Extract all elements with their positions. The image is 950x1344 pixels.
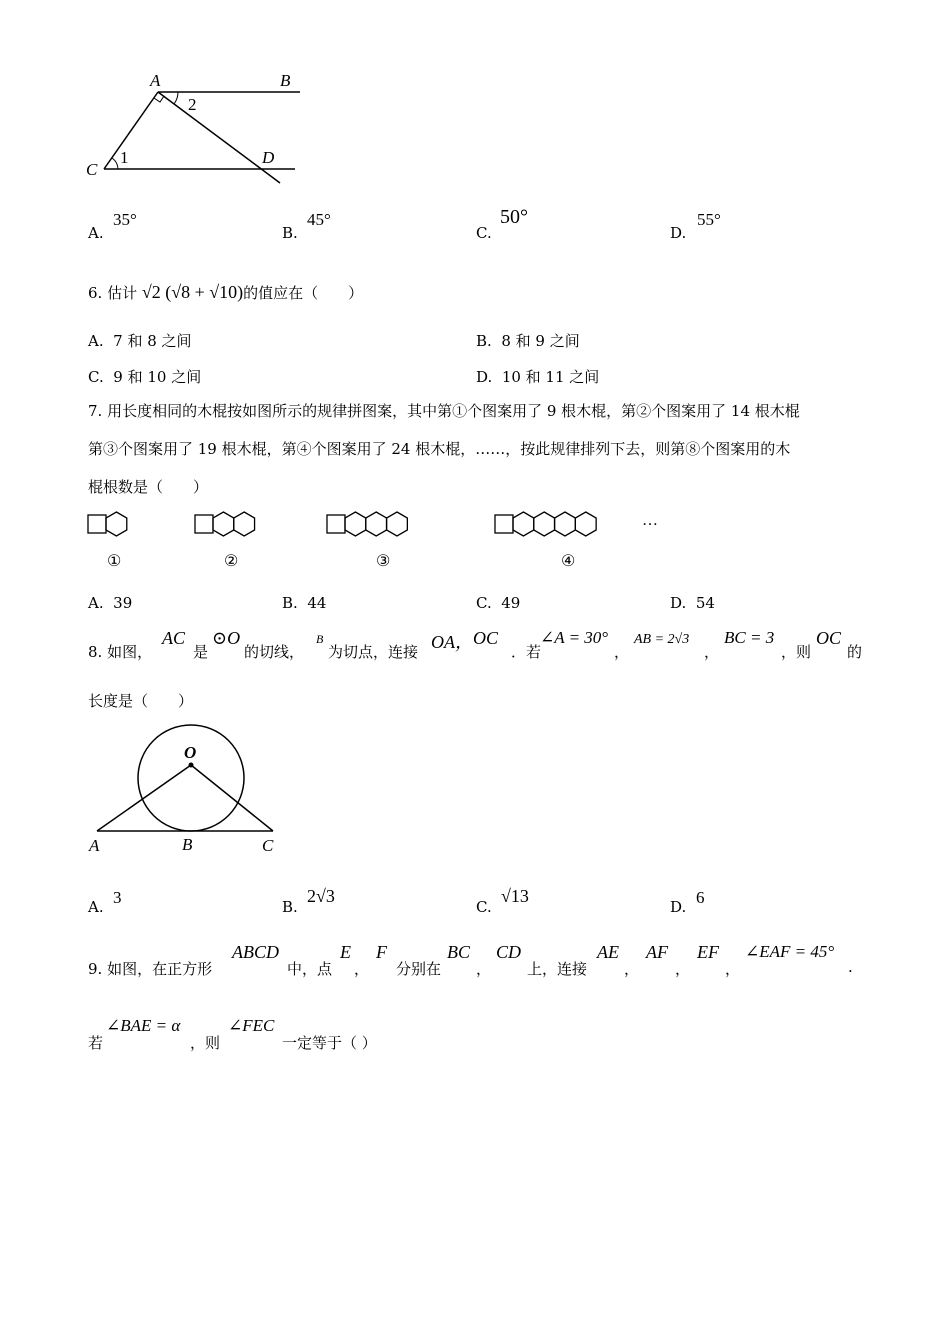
- label-b: B: [182, 835, 193, 854]
- q9-stem-a: 9. 如图，在正方形: [88, 960, 213, 978]
- pattern-label-2: ②: [224, 553, 239, 570]
- q6-option-a[interactable]: A. 7 和 8 之间: [88, 332, 192, 350]
- q8-comma-2: ，: [704, 643, 720, 661]
- q7-option-b[interactable]: B. 44: [282, 594, 327, 612]
- label-o: O: [184, 743, 197, 762]
- line-oa: [97, 765, 191, 831]
- q7-option-a[interactable]: A. 39: [88, 594, 133, 612]
- angle-2-arc: [174, 92, 178, 104]
- q7-option-c[interactable]: C. 49: [476, 594, 521, 612]
- q9-f: F: [376, 942, 387, 962]
- q9-ae: AE: [597, 942, 619, 962]
- q9-comma-3: ，: [624, 960, 640, 978]
- q8-angle-a: ∠A = 30°: [540, 628, 609, 647]
- pattern-label-4: ④: [561, 553, 576, 570]
- center-point: [189, 763, 194, 768]
- q9-af: AF: [646, 942, 668, 962]
- pattern-hexagon: [555, 512, 576, 536]
- q8-circle-o: ⊙O: [212, 628, 241, 648]
- label-c: C: [86, 160, 98, 179]
- q7-stem-line-2: 第③个图案用了 19 根木棍，第④个图案用了 24 根木棍，……，按此规律排列下去，则第⑧个图案用的木: [88, 440, 791, 458]
- q8-de: 的: [847, 643, 863, 661]
- q6-option-c[interactable]: C. 9 和 10 之间: [88, 368, 202, 386]
- label-angle-2: 2: [188, 95, 197, 114]
- pattern-square: [495, 515, 513, 533]
- q8-tangent-point: 为切点，连接: [328, 643, 419, 661]
- q6-option-b[interactable]: B. 8 和 9 之间: [476, 332, 580, 350]
- pattern-hexagon: [575, 512, 596, 536]
- pattern-square: [195, 515, 213, 533]
- q8-bc: BC = 3: [724, 628, 775, 647]
- pattern-hexagon: [534, 512, 555, 536]
- q6-option-d[interactable]: D. 10 和 11 之间: [476, 368, 600, 386]
- line-ac: [104, 92, 158, 169]
- q9-comma-4: ，: [675, 960, 691, 978]
- pattern-hexagon: [513, 512, 534, 536]
- label-d: D: [262, 148, 275, 167]
- q9-ze: ，则: [190, 1034, 221, 1052]
- q5-option-a-value: 35°: [113, 210, 137, 229]
- q7-option-d[interactable]: D. 54: [670, 594, 715, 612]
- label-c: C: [262, 836, 274, 855]
- q9-angle-eaf: ∠EAF = 45°: [745, 942, 835, 961]
- q9-comma-2: ，: [476, 960, 492, 978]
- pattern-square: [327, 515, 345, 533]
- pattern-ellipsis: …: [642, 512, 658, 529]
- q7-pattern-figure: [84, 503, 684, 578]
- q8-b: B: [316, 632, 324, 646]
- pattern-label-3: ③: [376, 553, 391, 570]
- q8-option-a[interactable]: A.: [88, 898, 104, 916]
- q5-option-c-value: 50°: [500, 206, 528, 228]
- pattern-4: [495, 512, 596, 536]
- pattern-3: [327, 512, 407, 536]
- angle-1-arc: [112, 158, 118, 169]
- pattern-hexagon: [366, 512, 387, 536]
- circle-o: [138, 725, 244, 831]
- pattern-hexagon: [213, 512, 234, 536]
- q9-e: E: [340, 942, 351, 962]
- q6-stem: 6. 估计 √2 (√8 + √10)的值应在（ ）: [88, 282, 364, 302]
- q8-figure: [84, 720, 294, 860]
- q8-ab: AB = 2√3: [634, 632, 690, 647]
- q5-option-d[interactable]: D.: [670, 224, 687, 242]
- pattern-2: [195, 512, 255, 536]
- q5-option-b[interactable]: B.: [282, 224, 298, 242]
- line-oc: [191, 765, 273, 831]
- q5-option-d-value: 55°: [697, 210, 721, 229]
- q7-stem-line-3: 棍根数是（ ）: [88, 478, 209, 496]
- q9-ruo: 若: [88, 1034, 104, 1052]
- q9-fenbie: 分别在: [396, 960, 442, 978]
- label-a: A: [89, 836, 100, 855]
- q9-abcd: ABCD: [232, 942, 279, 962]
- q8-oa: OA，: [431, 632, 473, 652]
- q9-zhong: 中，点: [287, 960, 333, 978]
- pattern-square: [88, 515, 106, 533]
- q9-comma-5: ，: [725, 960, 741, 978]
- q8-option-c[interactable]: C.: [476, 898, 492, 916]
- pattern-hexagon: [234, 512, 255, 536]
- q8-option-b[interactable]: B.: [282, 898, 298, 916]
- q8-comma-1: ，: [614, 643, 630, 661]
- pattern-1: [88, 512, 127, 536]
- q8-ze: ，则: [781, 643, 812, 661]
- q8-ac: AC: [162, 628, 186, 648]
- q8-stem-line-2: 长度是（ ）: [88, 692, 194, 710]
- q8-is: 是: [193, 643, 209, 661]
- pattern-hexagon: [345, 512, 366, 536]
- q9-period: .: [848, 958, 853, 976]
- q8-option-d[interactable]: D.: [670, 898, 687, 916]
- q9-comma-1: ，: [354, 960, 370, 978]
- label-a: A: [150, 71, 161, 90]
- q9-angle-fec: ∠FEC: [228, 1016, 275, 1035]
- q8-oc-2: OC: [816, 628, 842, 648]
- q9-end: 一定等于（ ）: [282, 1034, 377, 1052]
- q8-tangent: 的切线，: [244, 643, 305, 661]
- q9-bc: BC: [447, 942, 471, 962]
- q8-stem-a: 8. 如图，: [88, 643, 153, 661]
- q8-ruo: ．若: [511, 643, 542, 661]
- q8-option-d-value: 6: [696, 888, 705, 907]
- q9-ef: EF: [697, 942, 719, 962]
- q5-option-b-value: 45°: [307, 210, 331, 229]
- q6-expression: √2 (√8 + √10): [141, 282, 244, 302]
- pattern-label-1: ①: [107, 553, 122, 570]
- right-angle-mark: [154, 96, 164, 102]
- q5-figure: [80, 68, 310, 188]
- label-b: B: [280, 71, 291, 90]
- q8-option-a-value: 3: [113, 888, 122, 907]
- pattern-hexagon: [387, 512, 408, 536]
- q5-option-a[interactable]: A.: [88, 224, 104, 242]
- q8-option-b-value: 2√3: [307, 886, 335, 906]
- q9-cd: CD: [496, 942, 522, 962]
- q8-option-c-value: √13: [501, 886, 529, 906]
- q5-option-c[interactable]: C.: [476, 224, 492, 242]
- pattern-hexagon: [106, 512, 127, 536]
- q8-oc: OC: [473, 628, 499, 648]
- q9-angle-bae: ∠BAE = α: [106, 1016, 181, 1035]
- q9-shang: 上，连接: [527, 960, 588, 978]
- label-angle-1: 1: [120, 148, 129, 167]
- q7-stem-line-1: 7. 用长度相同的木棍按如图所示的规律拼图案，其中第①个图案用了 9 根木棍，第②个图案用了 14 根木棍: [88, 402, 800, 420]
